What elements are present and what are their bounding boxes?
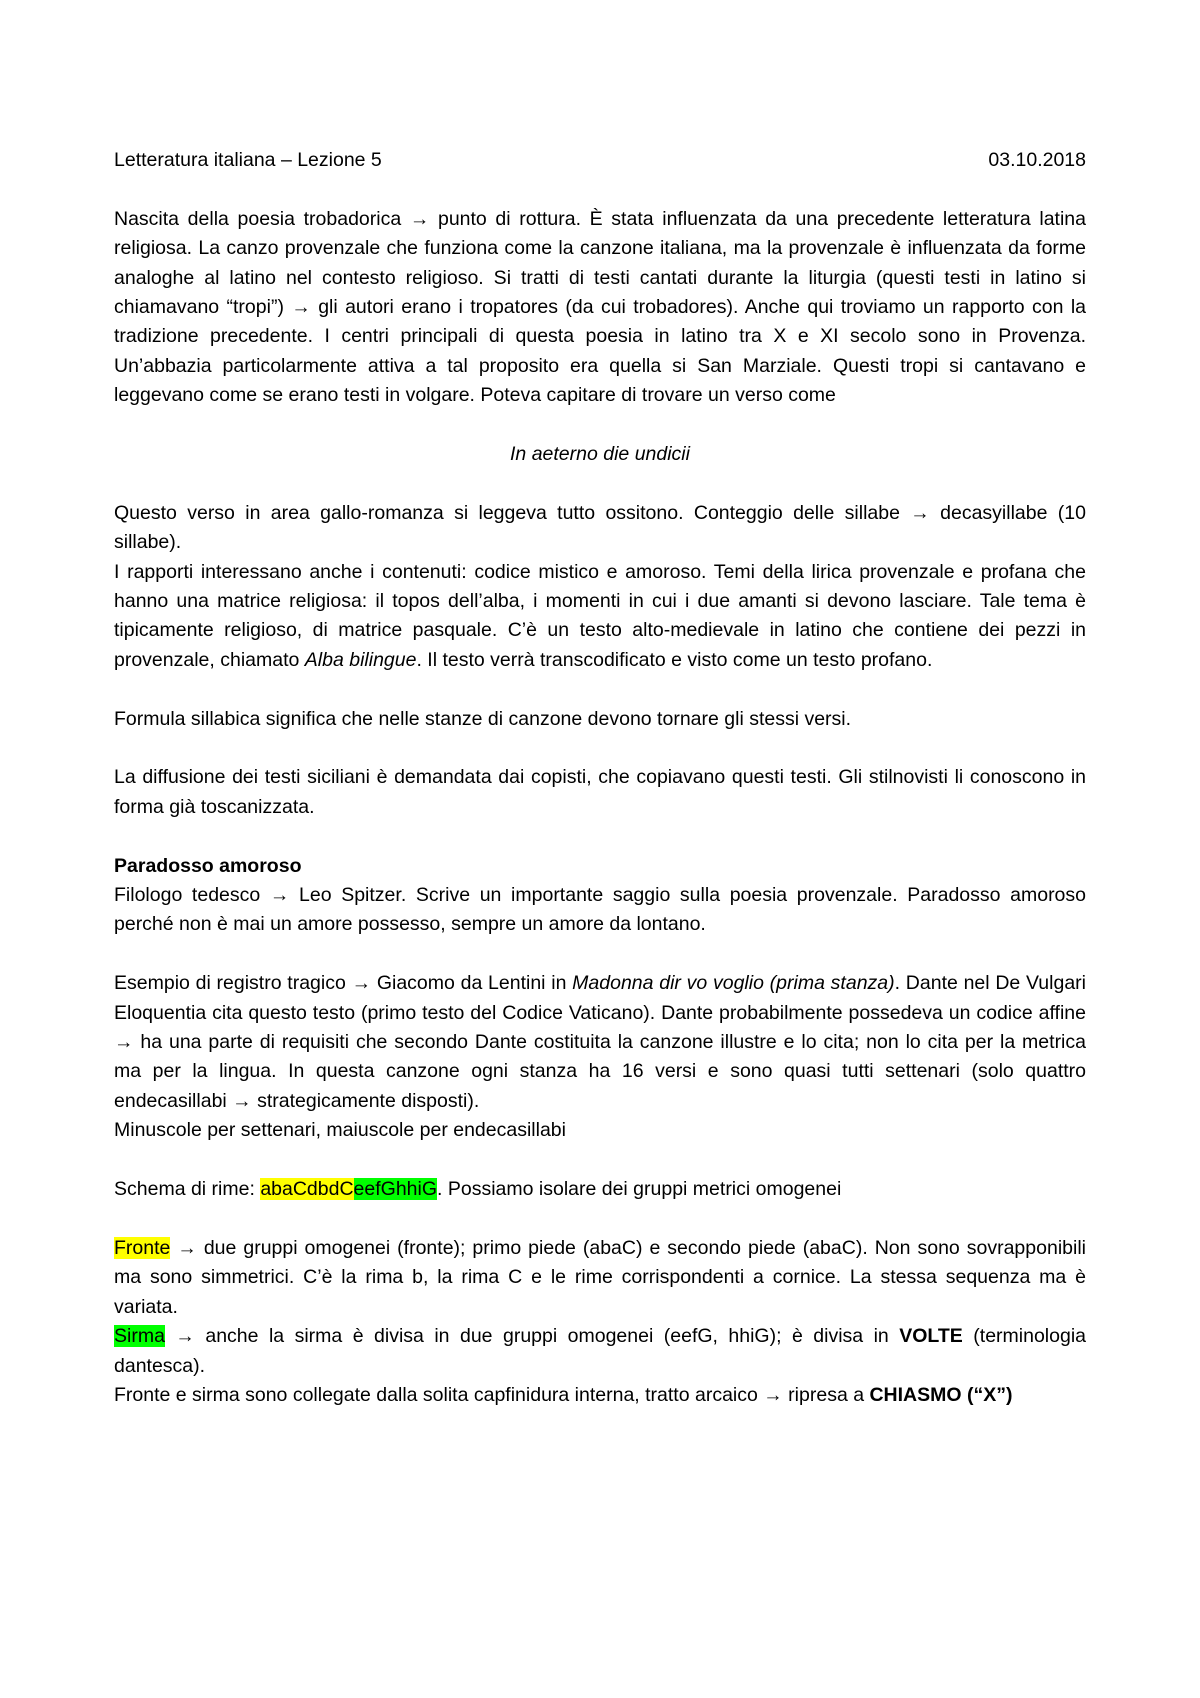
paragraph-minuscole: Minuscole per settenari, maiuscole per endecasillabi (114, 1119, 566, 1142)
paragraph-verso: Questo verso in area gallo-romanza si leggeva tutto ossitono. Conteggio delle sillabe → decasyillabe (10 sillabe). (114, 501, 1086, 554)
paragraph-diffusione: La diffusione dei testi siciliani è demandata dai copisti, che copiavano questi testi. Gli stilnovisti li conoscono in forma già toscanizzata. (114, 766, 1086, 818)
quoted-verse: In aeterno die undicii (510, 443, 690, 466)
paragraph-capfinidura: Fronte e sirma sono collegate dalla solita capfinidura interna, tratto arcaico → ripresa a CHIASMO (“X”) (114, 1383, 1013, 1406)
page-header (114, 146, 1086, 175)
paragraph-fronte: Fronte → due gruppi omogenei (fronte); primo piede (abaC) e secondo piede (abaC). Non sono sovrapponibili ma sono simmetrici. C’è la rima b, la rima C e le rime corrispondenti a cornice. La stessa sequenza ma è variata. (114, 1236, 1086, 1318)
highlight-sirma-scheme: eefGhhiG (353, 1178, 438, 1201)
highlight-fronte: Fronte (114, 1236, 171, 1259)
highlight-sirma: Sirma (114, 1325, 165, 1348)
paragraph-schema: Schema di rime: abaCdbdCeefGhhiG. Possiamo isolare dei gruppi metrici omogenei (114, 1178, 842, 1201)
title-alba-bilingue: Alba bilingue (304, 648, 417, 671)
section-heading: Paradosso amoroso (114, 854, 302, 877)
paragraph-esempio: Esempio di registro tragico → Giacomo da Lentini in Madonna dir vo voglio (prima stanza). Dante nel De Vulgari Eloquentia cita questo testo (primo testo del Codice Vaticano). Dante probabilmente possedeva un codice affine → ha una parte di requisiti che secondo Dante costituita la canzone illustre e lo cita; non lo cita per la metrica ma per la lingua. In questa canzone ogni stanza ha 16 versi e sono quasi tutti settenari (solo quattro endecasillabi → strategicamente disposti). (114, 972, 1086, 1112)
paragraph-sirma: Sirma → anche la sirma è divisa in due gruppi omogenei (eefG, hhiG); è divisa in VOLTE (terminologia dantesca). (114, 1325, 1086, 1377)
paragraph-rapporti: I rapporti interessano anche i contenuti: codice mistico e amoroso. Temi della lirica provenzale e profana che hanno una matrice religiosa: il topos dell’alba, i momenti in cui i due amanti si devono lasciare. Tale tema è tipicamente religioso, di matrice pasquale. C’è un testo alto-medievale in latino che contiene dei pezzi in provenzale, chiamato Alba bilingue. Il testo verrà transcodificato e visto come un testo profano. (114, 560, 1086, 671)
highlight-fronte-scheme: abaCdbdC (260, 1178, 354, 1201)
paragraph-formula: Formula sillabica significa che nelle stanze di canzone devono tornare gli stessi versi. (114, 707, 852, 730)
title-madonna: Madonna dir vo voglio (prima stanza) (572, 972, 895, 995)
paragraph-spitzer: Filologo tedesco → Leo Spitzer. Scrive un importante saggio sulla poesia provenzale. Paradosso amoroso perché non è mai un amore possesso, sempre un amore da lontano. (114, 884, 1086, 936)
paragraph-trobadorica: Nascita della poesia trobadorica → punto di rottura. È stata influenzata da una precedente letteratura latina religiosa. La canzo provenzale che funziona come la canzone italiana, ma la provenzale è influenzata da forme analoghe al latino nel contesto religioso. Si tratti di testi cantati durante la liturgia (questi testi in latino si chiamavano “tropi”) → gli autori erano i tropatores (da cui trobadores). Anche qui troviamo un rapporto con la tradizione precedente. I centri principali di questa poesia in latino tra X e XI secolo sono in Provenza. Un’abbazia particolarmente attiva a tal proposito era quella si San Marziale. Questi tropi si cantavano e leggevano come se erano testi in volgare. Poteva capitare di trovare un verso come (114, 207, 1086, 407)
document-date: 03.10.2018 (988, 149, 1086, 171)
document-title: Letteratura italiana – Lezione 5 (114, 149, 382, 171)
